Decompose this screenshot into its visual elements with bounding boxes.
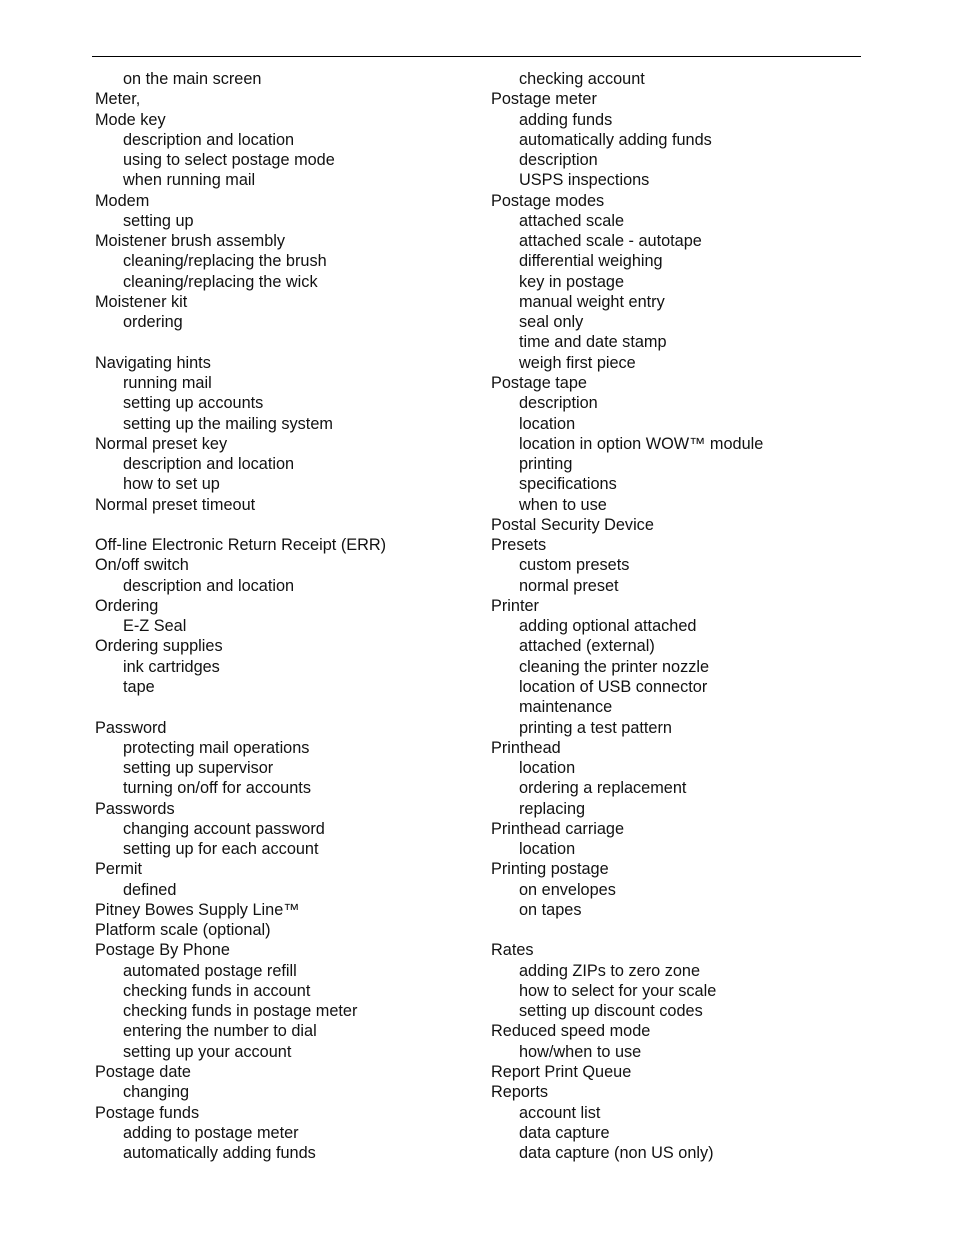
index-spacer (95, 332, 465, 352)
index-entry: Printhead (491, 738, 561, 757)
index-subentry: key in postage (519, 272, 624, 291)
index-subentry: cleaning/replacing the wick (123, 272, 318, 291)
index-entry: Moistener brush assembly (95, 232, 286, 251)
index-entry: Postage modes (491, 191, 605, 210)
index-entry: Rates (491, 941, 534, 960)
index-subentry: E-Z Seal (123, 617, 187, 636)
index-subentry: running mail (123, 373, 212, 392)
index-subentry: when running mail (123, 171, 256, 190)
index-subentry: data capture (519, 1123, 610, 1142)
index-subentry: description (519, 394, 598, 413)
index-entry: Mode key (95, 110, 166, 129)
index-entry: Meter, (95, 90, 141, 109)
index-subentry: location (519, 414, 576, 433)
index-subentry: location (519, 759, 576, 778)
index-subentry: seal only (519, 313, 584, 332)
index-subentry: setting up discount codes (519, 1002, 703, 1021)
index-subentry: maintenance (519, 698, 613, 717)
index-subentry: location (519, 840, 576, 859)
index-subentry: changing account password (123, 819, 325, 838)
index-entry: Postage funds (95, 1103, 200, 1122)
index-subentry: how/when to use (519, 1042, 642, 1061)
index-entry: Reports (491, 1083, 549, 1102)
index-entry: Ordering (95, 596, 159, 615)
index-entry: Navigating hints (95, 353, 211, 372)
index-subentry: ordering a replacement (519, 779, 687, 798)
index-subentry: adding optional attached (519, 617, 697, 636)
index-subentry: replacing (519, 799, 586, 818)
index-subentry: adding to postage meter (123, 1123, 299, 1142)
index-column-right (491, 69, 891, 1163)
index-subentry: specifications (519, 475, 617, 494)
index-entry: Postage date (95, 1063, 191, 1082)
index-entry: Off-line Electronic Return Receipt (ERR) (95, 536, 387, 555)
index-subentry: weigh first piece (519, 353, 636, 372)
index-subentry: setting up supervisor (123, 759, 274, 778)
index-subentry: checking funds in account (123, 981, 311, 1000)
index-subentry: ink cartridges (123, 657, 220, 676)
index-subentry: automated postage refill (123, 961, 297, 980)
header-rule (92, 56, 861, 57)
index-subentry: checking account (519, 70, 645, 88)
index-subentry: tape (123, 677, 155, 696)
index-subentry: manual weight entry (519, 292, 665, 311)
index-subentry: description and location (123, 130, 295, 149)
index-subentry: entering the number to dial (123, 1022, 317, 1041)
index-entry: On/off switch (95, 556, 189, 575)
index-subentry: when to use (519, 495, 607, 514)
index-subentry: attached (external) (519, 637, 655, 656)
index-subentry: using to select postage mode (123, 151, 335, 170)
index-entry: Postage meter (491, 90, 597, 109)
index-subentry: time and date stamp (519, 333, 667, 352)
index-entry: Postage By Phone (95, 941, 230, 960)
index-subentry: normal preset (519, 576, 619, 595)
index-subentry: defined (123, 880, 177, 899)
index-subentry: account list (519, 1103, 601, 1122)
index-subentry: checking funds in postage meter (123, 1002, 358, 1021)
index-subentry: turning on/off for accounts (123, 779, 311, 798)
index-subentry: setting up accounts (123, 394, 264, 413)
index-entry: Normal preset timeout (95, 495, 256, 514)
index-entry: Permit (95, 860, 143, 879)
index-subentry: USPS inspections (519, 171, 650, 190)
index-subentry: location in option WOW™ module (519, 434, 764, 453)
index-subentry: adding ZIPs to zero zone (519, 961, 701, 980)
index-subentry: data capture (non US only) (519, 1144, 714, 1163)
index-entry: Modem (95, 191, 150, 210)
index-subentry: cleaning the printer nozzle (519, 657, 710, 676)
index-entry: Postal Security Device (491, 515, 654, 534)
index-subentry: on the main screen (123, 70, 262, 88)
index-subentry: custom presets (519, 556, 630, 575)
index-entry: Passwords (95, 799, 175, 818)
index-subentry: ordering (123, 313, 183, 332)
index-subentry: setting up (123, 211, 194, 230)
index-spacer (491, 920, 891, 940)
index-subentry: description and location (123, 455, 295, 474)
index-subentry: description (519, 151, 598, 170)
index-entry: Ordering supplies (95, 637, 223, 656)
index-subentry: adding funds (519, 110, 613, 129)
index-subentry: on tapes (519, 900, 582, 919)
index-subentry: how to set up (123, 475, 220, 494)
index-spacer (95, 515, 465, 535)
index-entry: Report Print Queue (491, 1063, 632, 1082)
index-entry: Moistener kit (95, 292, 188, 311)
index-subentry: cleaning/replacing the brush (123, 252, 327, 271)
index-entry: Platform scale (optional) (95, 921, 271, 940)
index-entry: Normal preset key (95, 434, 228, 453)
index-subentry: description and location (123, 576, 295, 595)
index-subentry: automatically adding funds (519, 130, 712, 149)
index-entry: Presets (491, 536, 547, 555)
index-subentry: attached scale - autotape (519, 232, 702, 251)
index-subentry: protecting mail operations (123, 738, 310, 757)
index-subentry: how to select for your scale (519, 981, 717, 1000)
index-column-left (95, 69, 465, 1163)
index-subentry: attached scale (519, 211, 624, 230)
index-subentry: on envelopes (519, 880, 616, 899)
index-spacer (95, 697, 465, 717)
index-subentry: setting up for each account (123, 840, 319, 859)
index-entry: Pitney Bowes Supply Line™ (95, 900, 300, 919)
index-entry: Printhead carriage (491, 819, 625, 838)
index-entry: Password (95, 718, 167, 737)
index-subentry: printing (519, 455, 573, 474)
index-entry: Printer (491, 596, 539, 615)
index-subentry: differential weighing (519, 252, 663, 271)
index-entry: Printing postage (491, 860, 609, 879)
index-subentry: setting up the mailing system (123, 414, 333, 433)
index-entry: Postage tape (491, 373, 587, 392)
index-entry: Reduced speed mode (491, 1022, 651, 1041)
index-subentry: changing (123, 1083, 190, 1102)
index-subentry: setting up your account (123, 1042, 292, 1061)
index-subentry: printing a test pattern (519, 718, 672, 737)
index-subentry: location of USB connector (519, 677, 708, 696)
index-subentry: automatically adding funds (123, 1144, 316, 1163)
